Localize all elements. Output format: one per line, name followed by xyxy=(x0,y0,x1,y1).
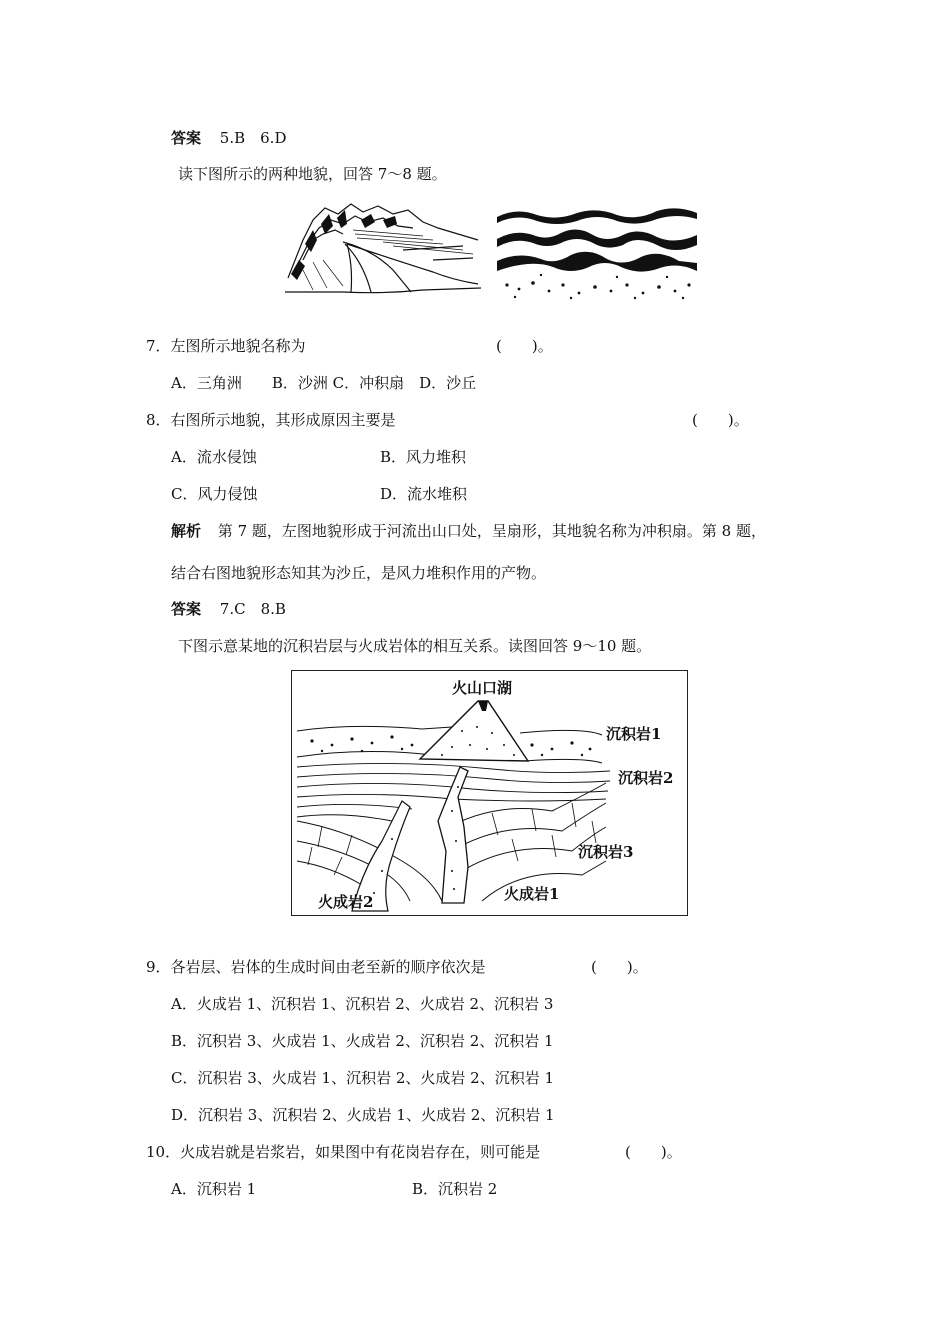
answer-label: 答案 xyxy=(171,129,202,147)
label-sedimentary-2: 沉积岩2 xyxy=(618,769,674,787)
label-sedimentary-3: 沉积岩3 xyxy=(578,843,634,861)
alluvial-fan-figure xyxy=(283,200,481,298)
label-sedimentary-1: 沉积岩1 xyxy=(606,725,662,743)
answer-text: 5.B 6.D xyxy=(219,129,287,147)
question-9-stem: 9．各岩层、岩体的生成时间由老至新的顺序依次是 xyxy=(146,958,486,976)
question-8-option-d: D．流水堆积 xyxy=(380,485,468,503)
intro-7-8: 读下图所示的两种地貌，回答 7～8 题。 xyxy=(178,165,447,183)
sand-dune-figure xyxy=(497,205,699,301)
question-7-options: A．三角洲 B．沙洲 C．冲积扇 D．沙丘 xyxy=(171,374,477,392)
question-10-answer-blank: ( )。 xyxy=(625,1143,682,1161)
question-10-stem: 10．火成岩就是岩浆岩，如果图中有花岗岩存在，则可能是 xyxy=(146,1143,541,1161)
analysis-line-1 xyxy=(171,521,766,541)
question-8-option-c: C．风力侵蚀 xyxy=(171,485,258,503)
question-10-option-b: B．沉积岩 2 xyxy=(412,1180,498,1198)
answer-line-1 xyxy=(171,128,286,148)
label-igneous-1: 火成岩1 xyxy=(504,885,560,903)
analysis-line-2: 结合右图地貌形态知其为沙丘，是风力堆积作用的产物。 xyxy=(171,564,547,582)
question-9-answer-blank: ( )。 xyxy=(591,958,648,976)
question-7-stem: 7．左图所示地貌名称为 xyxy=(146,337,306,355)
answer-label: 答案 xyxy=(171,600,202,618)
answer-text: 7.C 8.B xyxy=(219,600,286,618)
label-igneous-2: 火成岩2 xyxy=(318,893,374,911)
analysis-text-1: 第 7 题，左图地貌形成于河流出山口处，呈扇形，其地貌名称为冲积扇。第 8 题， xyxy=(217,522,766,540)
question-9-option-c: C．沉积岩 3、火成岩 1、沉积岩 2、火成岩 2、沉积岩 1 xyxy=(171,1069,555,1087)
question-8-option-b: B．风力堆积 xyxy=(380,448,467,466)
question-9-option-a: A．火成岩 1、沉积岩 1、沉积岩 2、火成岩 2、沉积岩 3 xyxy=(171,995,554,1013)
question-8-option-a: A．流水侵蚀 xyxy=(171,448,257,466)
answer-line-2 xyxy=(171,599,286,619)
question-8-stem: 8．右图所示地貌，其形成原因主要是 xyxy=(146,411,396,429)
analysis-label: 解析 xyxy=(171,522,202,540)
rock-layers-drawing xyxy=(292,671,686,914)
intro-9-10: 下图示意某地的沉积岩层与火成岩体的相互关系。读图回答 9～10 题。 xyxy=(178,637,652,655)
label-crater-lake: 火山口湖 xyxy=(452,679,513,697)
question-10-option-a: A．沉积岩 1 xyxy=(171,1180,257,1198)
question-7-answer-blank: ( )。 xyxy=(496,337,553,355)
question-8-answer-blank: ( )。 xyxy=(692,411,749,429)
question-9-option-d: D．沉积岩 3、沉积岩 2、火成岩 1、火成岩 2、沉积岩 1 xyxy=(171,1106,555,1124)
question-9-option-b: B．沉积岩 3、火成岩 1、火成岩 2、沉积岩 2、沉积岩 1 xyxy=(171,1032,554,1050)
rock-layers-diagram xyxy=(291,670,688,916)
